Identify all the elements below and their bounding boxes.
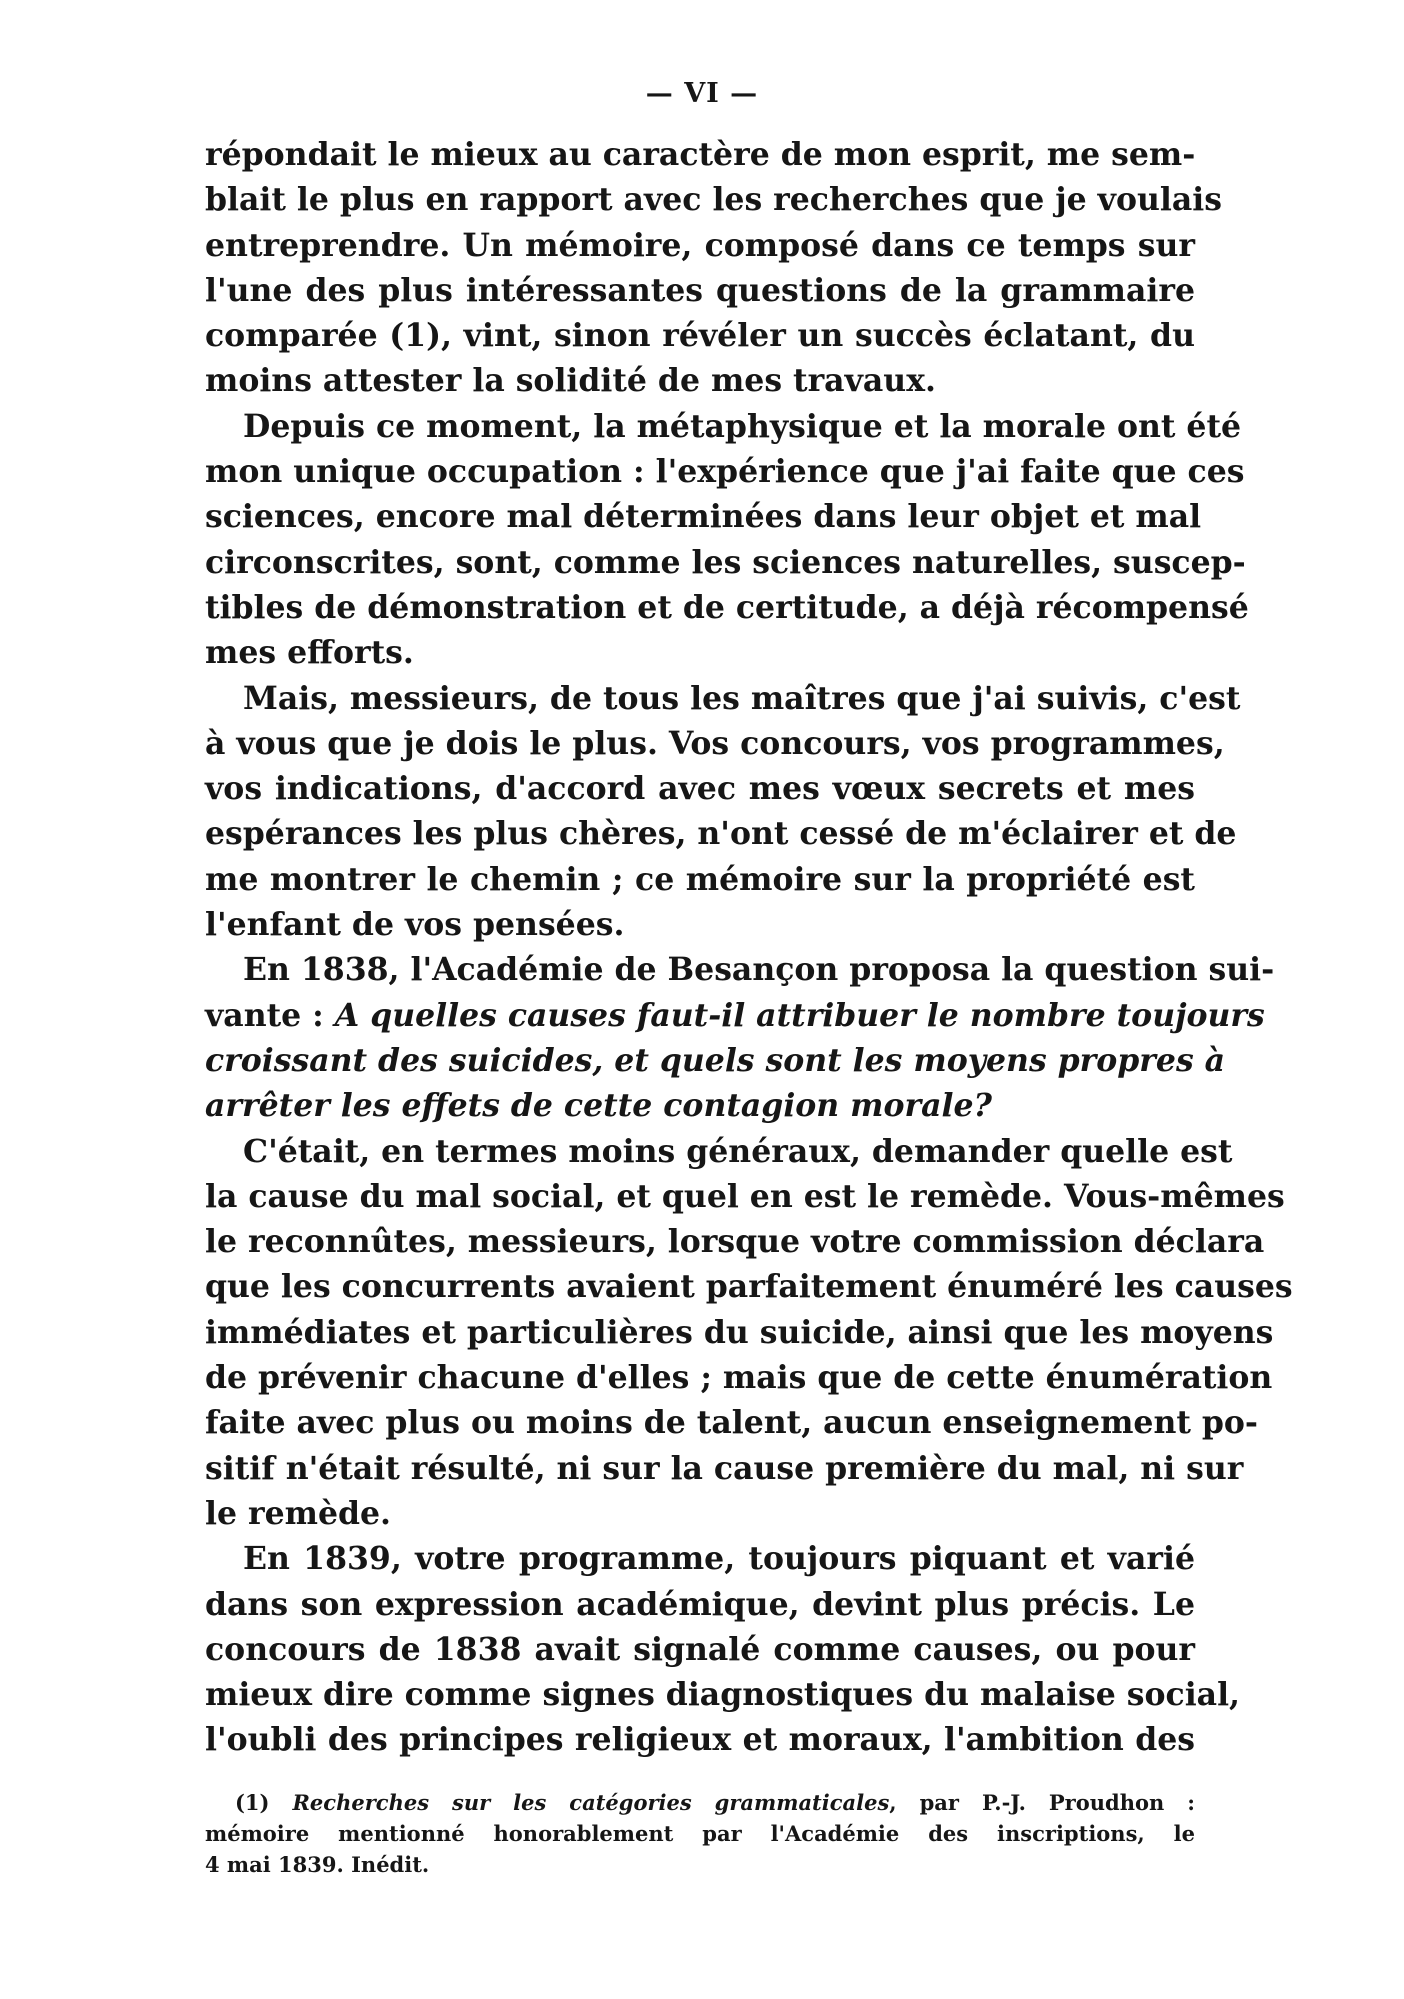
text-line: l'oubli des principes religieux et moraux, l'ambition des (205, 1721, 1195, 1759)
text-line: mieux dire comme signes diagnostiques du malaise social, (205, 1676, 1241, 1714)
text-line: répondait le mieux au caractère de mon esprit, me sem- (205, 136, 1196, 173)
footnote-line (205, 1787, 1195, 1818)
text-line: circonscrites, sont, comme les sciences naturelles, suscep- (205, 543, 1246, 581)
main-text (205, 132, 1293, 1763)
text-line: C'était, en termes moins généraux, demander quelle est (243, 1132, 1233, 1170)
text-line: la cause du mal social, et quel en est le remède. Vous-mêmes (205, 1177, 1285, 1215)
text-line: que les concurrents avaient parfaitement énuméré les causes (205, 1268, 1293, 1306)
text-line: En 1838, l'Académie de Besançon proposa la question sui- (243, 951, 1275, 989)
text-line: entreprendre. Un mémoire, composé dans ce temps sur (205, 226, 1195, 264)
text-line: Mais, messieurs, de tous les maîtres que j'ai suivis, c'est (243, 679, 1241, 717)
italic-question: arrêter les effets de cette contagion morale? (205, 1087, 992, 1125)
text-line: de prévenir chacune d'elles ; mais que de cette énumération (205, 1359, 1273, 1397)
footnote (205, 1787, 1195, 1880)
text-line: mes efforts. (205, 634, 414, 672)
text-line: tibles de démonstration et de certitude, a déjà récompensé (205, 588, 1249, 626)
text-line: En 1839, votre programme, toujours piquant et varié (243, 1540, 1195, 1578)
text-line: l'enfant de vos pensées. (205, 906, 625, 944)
text-line: l'une des plus intéressantes questions de la grammaire (205, 271, 1195, 309)
text-line: me montrer le chemin ; ce mémoire sur la propriété est (205, 860, 1195, 898)
text-line: mon unique occupation : l'expérience que j'ai faite que ces (205, 453, 1245, 491)
text-fragment: vante : (205, 996, 335, 1034)
text-line: le remède. (205, 1494, 392, 1532)
text-line: sitif n'était résulté, ni sur la cause première du mal, ni sur (205, 1449, 1244, 1487)
paragraph-4 (205, 947, 1275, 1128)
page-number: — VI — (645, 78, 759, 109)
text-line: sciences, encore mal déterminées dans leur objet et mal (205, 498, 1202, 536)
footnote-line: 4 mai 1839. Inédit. (205, 1852, 430, 1877)
paragraph-6 (205, 1536, 1241, 1762)
paragraph-1 (205, 132, 1222, 404)
text-line: moins attester la solidité de mes travaux. (205, 362, 936, 400)
text-line: à vous que je dois le plus. Vos concours, vos programmes, (205, 724, 1225, 762)
paragraph-3 (205, 676, 1241, 948)
text-line: concours de 1838 avait signalé comme causes, ou pour (205, 1630, 1195, 1668)
text-line: Depuis ce moment, la métaphysique et la morale ont été (243, 407, 1242, 445)
footnote-title: Recherches sur les catégories grammaticales (292, 1790, 890, 1815)
text-line: blait le plus en rapport avec les recherches que je voulais (205, 181, 1222, 219)
text-line: vos indications, d'accord avec mes vœux secrets et mes (205, 770, 1195, 808)
footnote-line: mémoire mentionné honorablement par l'Académie des inscriptions, le (205, 1821, 1195, 1846)
footnote-text: , par P.-J. Proudhon : (889, 1790, 1195, 1815)
text-line: immédiates et particulières du suicide, ainsi que les moyens (205, 1313, 1274, 1351)
text-line: le reconnûtes, messieurs, lorsque votre commission déclara (205, 1223, 1265, 1261)
footnote-marker: (1) (235, 1790, 270, 1815)
text-line: comparée (1), vint, sinon révéler un succès éclatant, du (205, 317, 1195, 355)
text-line: dans son expression académique, devint plus précis. Le (205, 1585, 1195, 1623)
text-line: faite avec plus ou moins de talent, aucun enseignement po- (205, 1404, 1258, 1442)
text-line-mixed (205, 993, 1265, 1038)
italic-question: A quelles causes faut-il attribuer le nombre toujours (334, 996, 1265, 1034)
paragraph-5 (205, 1129, 1293, 1537)
text-line: espérances les plus chères, n'ont cessé de m'éclairer et de (205, 815, 1237, 853)
italic-question: croissant des suicides, et quels sont les moyens propres à (205, 1041, 1226, 1079)
paragraph-2 (205, 404, 1249, 676)
